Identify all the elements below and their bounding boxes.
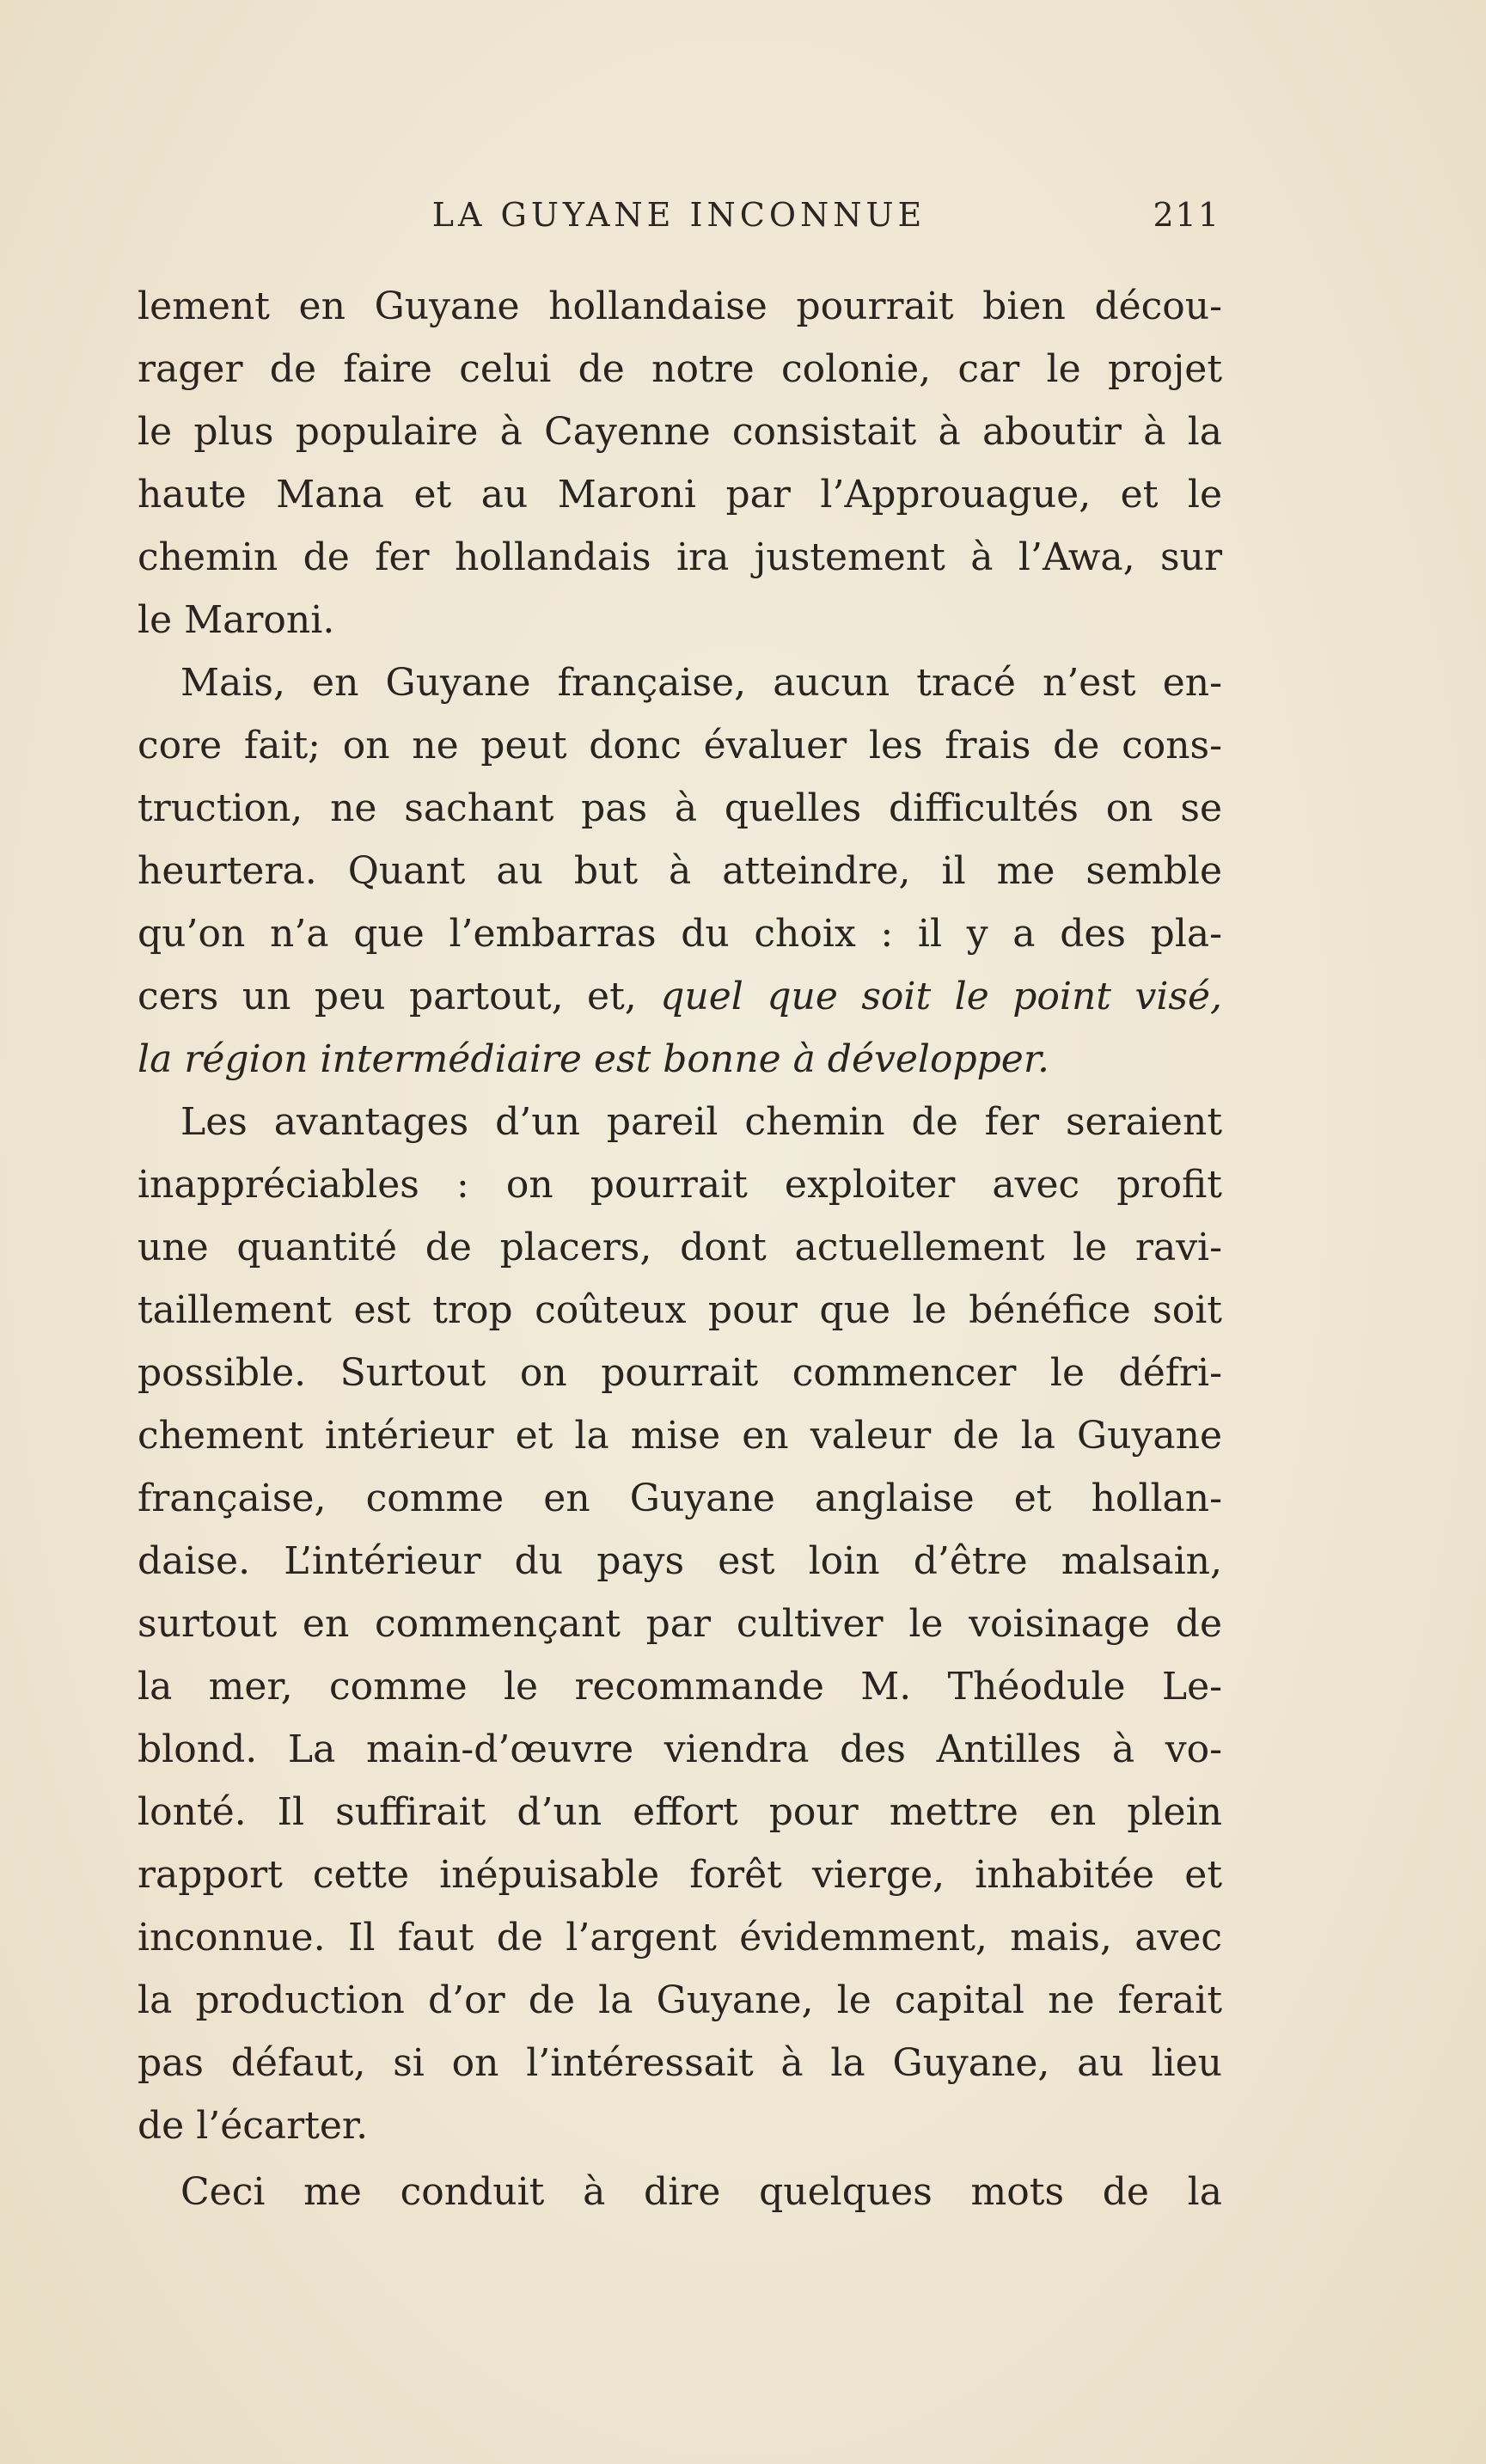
text-line: chement intérieur et la mise en valeur de la Guyane	[138, 1414, 1222, 1458]
body-text	[138, 275, 1222, 2223]
text-line: pas défaut, si on l’intéressait à la Guyane, au lieu	[138, 2041, 1222, 2085]
paragraph-end-line: de l’écarter.	[138, 2104, 369, 2148]
text-line: inappréciables : on pourrait exploiter avec profit	[138, 1163, 1222, 1207]
text-line: qu’on n’a que l’embarras du choix : il y a des pla-	[138, 912, 1222, 956]
text-line: inconnue. Il faut de l’argent évidemment, mais, avec	[138, 1916, 1222, 1960]
text-line: chemin de fer hollandais ira justement à l’Awa, sur	[138, 535, 1222, 579]
paragraph-start-line: Ceci me conduit à dire quelques mots de la	[180, 2170, 1222, 2214]
running-title: LA GUYANE INCONNUE	[431, 196, 926, 234]
italic-text-segment: quel que soit le point visé,	[660, 975, 1223, 1018]
paragraph-end-line: le Maroni.	[138, 598, 335, 642]
text-line: française, comme en Guyane anglaise et hollan-	[138, 1477, 1222, 1520]
text-line: possible. Surtout on pourrait commencer le défri-	[138, 1351, 1222, 1395]
text-line: la mer, comme le recommande M. Théodule Le-	[138, 1665, 1222, 1709]
paragraph-start-line: Mais, en Guyane française, aucun tracé n’est en-	[180, 661, 1222, 705]
text-line: haute Mana et au Maroni par l’Approuague, et le	[138, 473, 1222, 517]
text-line: lement en Guyane hollandaise pourrait bien décou-	[138, 284, 1222, 328]
text-line: la production d’or de la Guyane, le capital ne ferait	[138, 1978, 1222, 2022]
text-line: taillement est trop coûteux pour que le bénéfice soit	[138, 1288, 1222, 1332]
text-line: rapport cette inépuisable forêt vierge, inhabitée et	[138, 1853, 1222, 1897]
page-number: 211	[1153, 196, 1220, 234]
text-line: truction, ne sachant pas à quelles difficultés on se	[138, 786, 1222, 830]
mixed-style-line	[138, 965, 1222, 1028]
text-line: core fait; on ne peut donc évaluer les frais de cons-	[138, 724, 1222, 767]
text-line: le plus populaire à Cayenne consistait à aboutir à la	[138, 410, 1222, 454]
paragraph-start-line: Les avantages d’un pareil chemin de fer seraient	[180, 1100, 1222, 1144]
text-line: heurtera. Quant au but à atteindre, il me semble	[138, 849, 1222, 893]
text-line: blond. La main-d’œuvre viendra des Antilles à vo-	[138, 1727, 1222, 1771]
text-line: rager de faire celui de notre colonie, car le projet	[138, 347, 1222, 391]
italic-paragraph-end-line: la région intermédiaire est bonne à développer.	[138, 1037, 1050, 1081]
text-line: une quantité de placers, dont actuellement le ravi-	[138, 1226, 1222, 1269]
text-segment: cers un peu partout, et,	[138, 975, 661, 1018]
text-line: surtout en commençant par cultiver le voisinage de	[138, 1602, 1222, 1646]
page-header	[138, 196, 1220, 248]
text-line: lonté. Il suffirait d’un effort pour mettre en plein	[138, 1790, 1222, 1834]
text-line: daise. L’intérieur du pays est loin d’être malsain,	[138, 1539, 1222, 1583]
